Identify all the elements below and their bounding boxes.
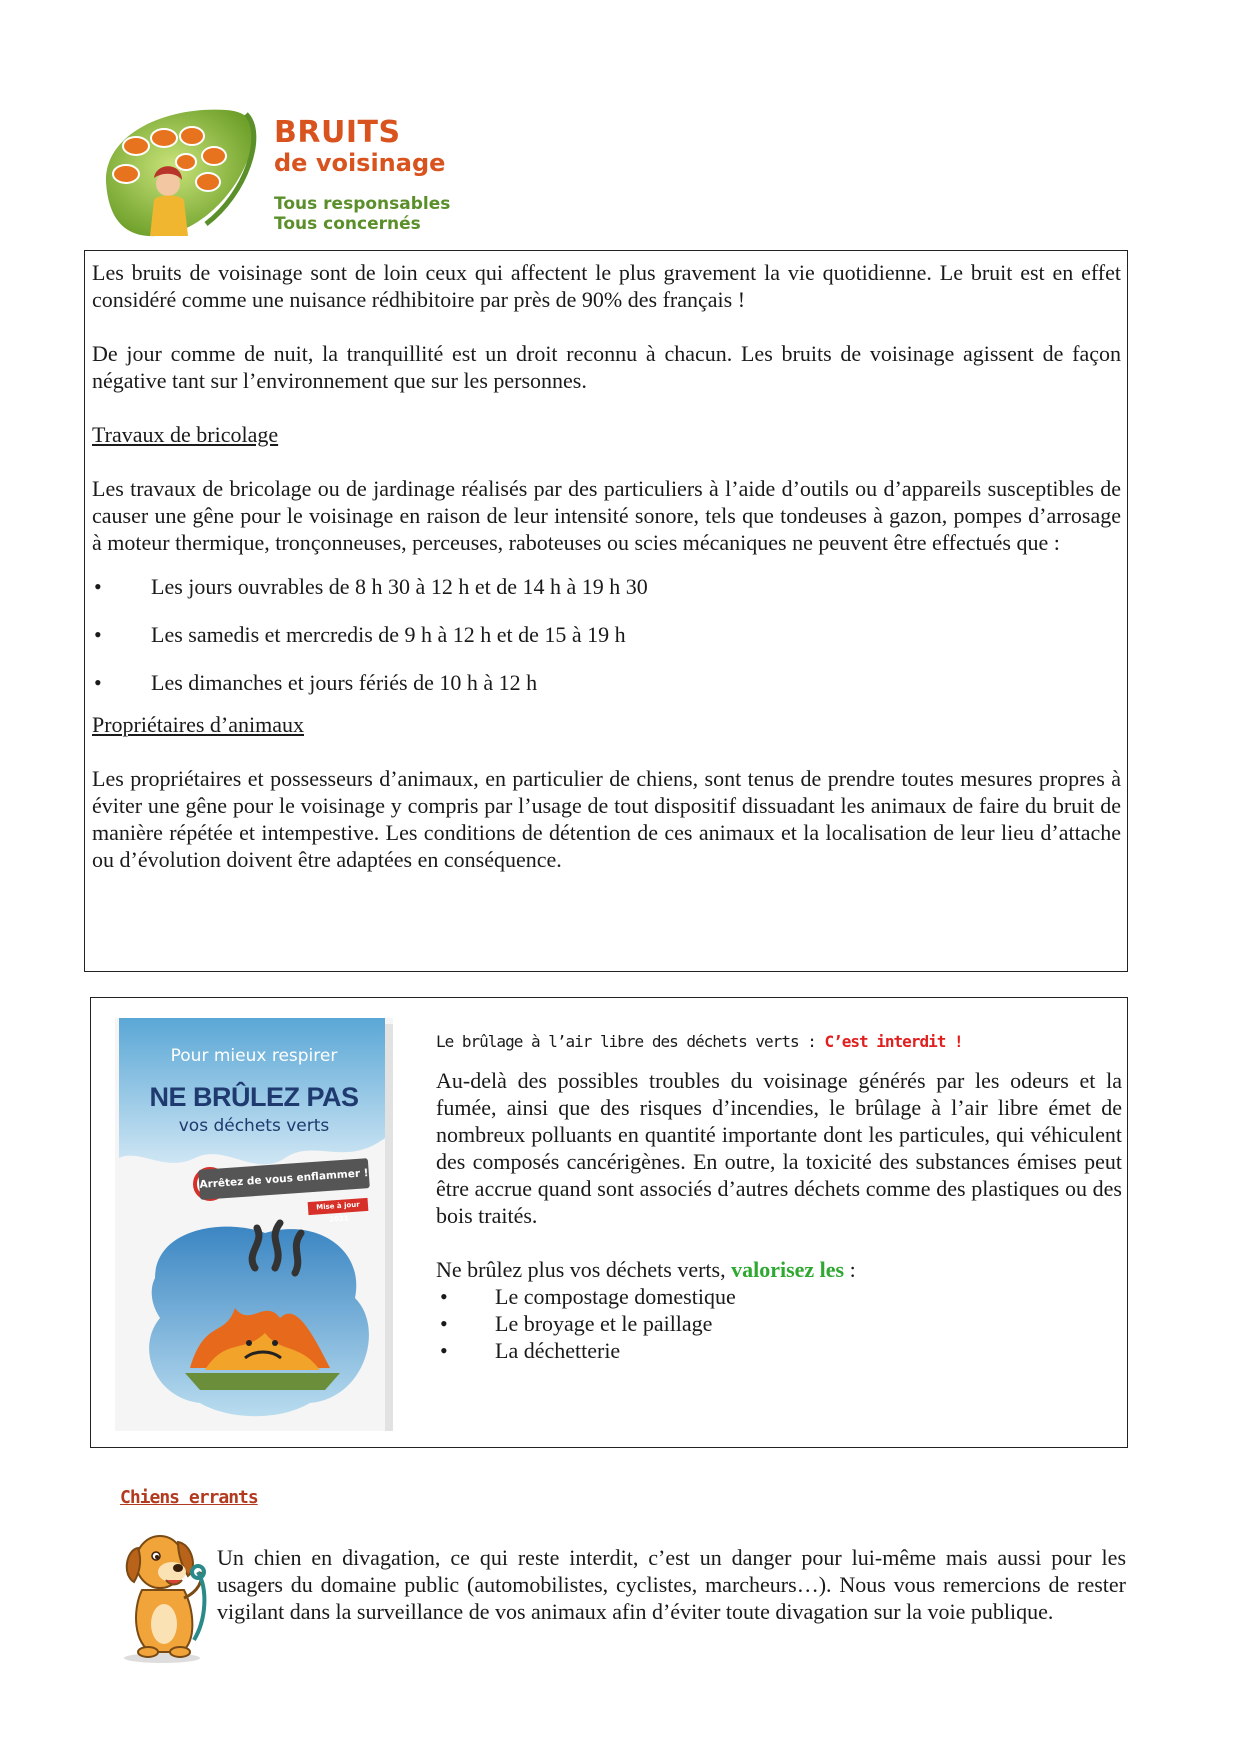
poster-banner: Arrêtez de vous enflammer ! [198, 1158, 370, 1200]
bullet-icon: • [94, 574, 102, 599]
burning-paragraph: Au-delà des possibles troubles du voisinage générés par les odeurs et la fumée, ainsi que des risques d’incendies, le brûlage à l’air libre émet de nombreux polluants en quantité importante dont les particules, qui véhiculent des composés cancérigènes. En outre, la toxicité des substances émises peut être accrue quand sont associés d’autres déchets comme des plastiques ou des bois traités. [436, 1068, 1122, 1228]
logo-tagline-2: Tous concernés [274, 214, 421, 234]
valorisation-options-list [436, 1283, 1122, 1364]
list-item [92, 621, 1121, 648]
bullet-text: Les samedis et mercredis de 9 h à 12 h et de 15 à 19 h [151, 622, 626, 647]
burning-title [436, 1032, 1122, 1051]
poster-line-2: NE BRÛLEZ PAS [149, 1082, 359, 1112]
pet-owners-paragraph: Les propriétaires et possesseurs d’animaux, en particulier de chiens, sont tenus de prendre toutes mesures propres à éviter une gêne pour le voisinage y compris par l’usage de tout dispositif dissuadant les animaux de faire du bruit de manière répétée et intempestive. Les conditions de détention de ces animaux et la localisation de leur lieu d’attache ou d’évolution doivent être adaptées en conséquence. [92, 766, 1121, 872]
allowed-hours-list [92, 573, 1121, 696]
logo-tagline-1: Tous responsables [274, 194, 451, 214]
green-waste-text [436, 1032, 1122, 1364]
list-item [436, 1337, 1122, 1364]
intro-paragraph-2: De jour comme de nuit, la tranquillité est un droit reconnu à chacun. Les bruits de voisinage agissent de façon négative tant sur l’environnement que sur les personnes. [92, 341, 1121, 393]
option-text: Le compostage domestique [495, 1284, 736, 1309]
intro-paragraph-1: Les bruits de voisinage sont de loin ceux qui affectent le plus gravement la vie quotidienne. Le bruit est en effet considéré comme une nuisance rédhibitoire par près de 90% des français ! [92, 260, 1121, 312]
poster-line-3: vos déchets verts [178, 1116, 330, 1136]
campaign-poster [115, 1018, 393, 1431]
bruits-voisinage-logo [96, 104, 466, 244]
lead-end: : [844, 1257, 856, 1282]
dog-icon [112, 1520, 212, 1665]
stray-dogs-paragraph: Un chien en divagation, ce qui reste interdit, c’est un danger pour lui-même mais aussi pour les usagers du domaine public (automobilistes, cyclistes, marcheurs…). Nous vous remercions de rester vigilant dans la surveillance de vos animaux afin d’éviter toute divagation sur la voie publique. [217, 1545, 1126, 1624]
poster-date-badge: Mise à jour 2021 [308, 1198, 369, 1215]
diy-works-paragraph: Les travaux de bricolage ou de jardinage réalisés par des particuliers à l’aide d’outils ou d’appareils susceptibles de causer une gêne pour le voisinage en raison de leur intensité sonore, tels que tondeuses à gazon, pompes d’arrosage à moteur thermique, tronçonneuses, perceuses, raboteuses ou scies mécaniques ne peuvent être effectués que : [92, 476, 1121, 555]
poster-line-1: Pour mieux respirer [170, 1046, 338, 1066]
bullet-icon: • [440, 1311, 448, 1336]
option-text: La déchetterie [495, 1338, 621, 1363]
bullet-text: Les jours ouvrables de 8 h 30 à 12 h et de 14 h à 19 h 30 [151, 574, 648, 599]
list-item [92, 669, 1121, 696]
logo-subtitle: de voisinage [274, 149, 446, 177]
valorisation-lead [436, 1256, 1122, 1283]
burning-forbidden-alert: C’est interdit ! [824, 1032, 963, 1051]
bullet-icon: • [94, 670, 102, 695]
logo-emblem-icon [96, 104, 271, 244]
list-item [92, 573, 1121, 600]
lead-highlight: valorisez les [731, 1257, 845, 1282]
list-item [436, 1283, 1122, 1310]
bullet-icon: • [94, 622, 102, 647]
poster-illustration-icon [115, 1018, 393, 1431]
stray-dogs-heading: Chiens errants [120, 1487, 258, 1508]
option-text: Le broyage et le paillage [495, 1311, 713, 1336]
lead-text: Ne brûlez plus vos déchets verts, [436, 1257, 726, 1282]
diy-works-heading: Travaux de bricolage [92, 422, 279, 447]
bullet-icon: • [440, 1338, 448, 1363]
neighborhood-noise-box [84, 250, 1128, 972]
list-item [436, 1310, 1122, 1337]
pet-owners-heading: Propriétaires d’animaux [92, 712, 304, 737]
bullet-text: Les dimanches et jours fériés de 10 h à 12 h [151, 670, 538, 695]
bullet-icon: • [440, 1284, 448, 1309]
logo-title: BRUITS [274, 115, 401, 150]
green-waste-box [90, 997, 1128, 1448]
burning-title-prefix: Le brûlage à l’air libre des déchets verts : [436, 1032, 816, 1051]
